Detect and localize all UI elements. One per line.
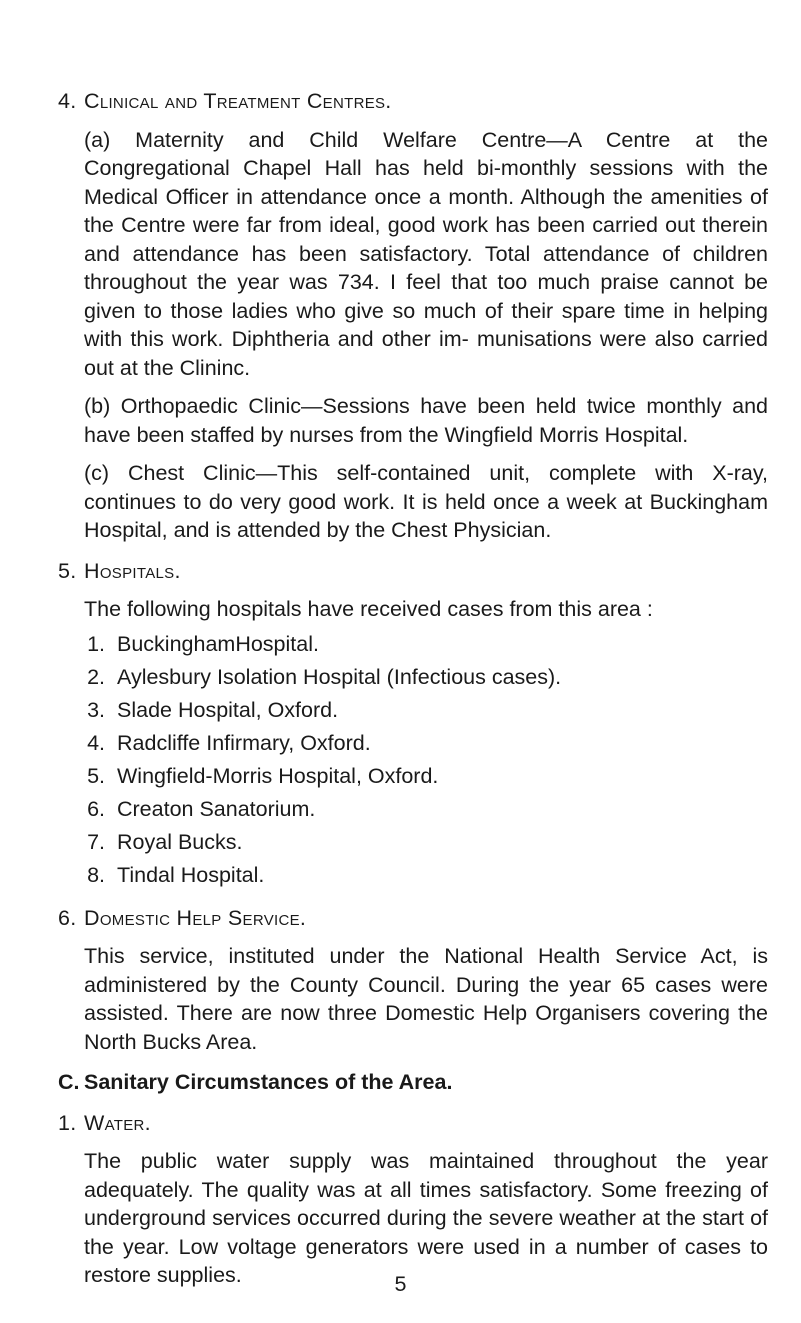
list-item bbox=[58, 793, 768, 826]
document-page bbox=[58, 87, 768, 1290]
list-item-number: 8. bbox=[87, 862, 105, 887]
list-item-text: Tindal Hospital. bbox=[117, 862, 265, 887]
section-6-title: Domestic Help Service. bbox=[84, 905, 307, 930]
list-item-text: Wingfield-Morris Hospital, Oxford. bbox=[117, 763, 439, 788]
section-4b-paragraph: (b) Orthopaedic Clinic—Sessions have been held twice monthly and have been staffed by nurses from the Wingfield Morris Hospital. bbox=[84, 394, 768, 447]
section-4c-paragraph: (c) Chest Clinic—This self-contained unit, complete with X-ray, continues to do very good work. It is held once a week at Buckingham Hospital, and is attended by the Chest Physician. bbox=[84, 461, 768, 542]
list-item-number: 1. bbox=[87, 631, 105, 656]
section-c-heading bbox=[58, 1068, 768, 1097]
list-item-text: Creaton Sanatorium. bbox=[117, 796, 316, 821]
section-5-number: 5. bbox=[58, 558, 77, 583]
section-5-intro: The following hospitals have received cases from this area : bbox=[84, 597, 653, 621]
section-4-title: Clinical and Treatment Centres. bbox=[84, 89, 392, 113]
list-item bbox=[58, 661, 768, 694]
list-item bbox=[58, 628, 768, 661]
list-item bbox=[58, 694, 768, 727]
list-item bbox=[58, 760, 768, 793]
list-item-text: Radcliffe Infirmary, Oxford. bbox=[117, 730, 371, 755]
section-6-heading bbox=[58, 904, 768, 933]
section-5-title: Hospitals. bbox=[84, 558, 181, 583]
list-item-number: 2. bbox=[87, 664, 105, 689]
list-item-number: 4. bbox=[87, 730, 105, 755]
list-item-text: Royal Bucks. bbox=[117, 829, 243, 854]
section-5-heading bbox=[58, 557, 768, 586]
list-item-text: Aylesbury Isolation Hospital (Infectious cases). bbox=[117, 664, 562, 689]
list-item-number: 3. bbox=[87, 697, 105, 722]
list-item-text: Slade Hospital, Oxford. bbox=[117, 697, 339, 722]
water-number: 1. bbox=[58, 1110, 77, 1135]
water-paragraph: The public water supply was maintained throughout the year adequately. The quality was at all times satisfactory. Some freezing of underground services occurred during the severe weather at the start of the year. Low voltage generators were used in a number of cases to restore supplies. bbox=[84, 1149, 768, 1287]
page-number: 5 bbox=[394, 1272, 407, 1296]
section-c-title: Sanitary Circumstances of the Area. bbox=[84, 1070, 453, 1094]
list-item-text: BuckinghamHospital. bbox=[117, 631, 319, 656]
section-6-number: 6. bbox=[58, 905, 77, 930]
list-item-number: 5. bbox=[87, 763, 105, 788]
hospital-list bbox=[58, 628, 768, 892]
section-c-number: C. bbox=[58, 1070, 80, 1094]
section-4-number: 4. bbox=[58, 89, 77, 113]
section-4a-paragraph: (a) Maternity and Child Welfare Centre—A Centre at the Congregational Chapel Hall has held bi-monthly sessions with the Medical Officer in attendance once a month. Although the amenities of the Centre were far from ideal, good work has been carried out therein and attendance has been satisfactory. Total attendance of children throughout the year was 734. I feel that too much praise cannot be given to those ladies who give so much of their spare time in helping with this work. Diphtheria and other im- munisations were also carried out at the Clininc. bbox=[84, 127, 768, 380]
water-heading bbox=[58, 1109, 768, 1138]
water-title: Water. bbox=[84, 1110, 151, 1135]
list-item bbox=[58, 826, 768, 859]
list-item-number: 6. bbox=[87, 796, 105, 821]
list-item bbox=[58, 859, 768, 892]
section-4-heading bbox=[58, 87, 768, 116]
list-item-number: 7. bbox=[87, 829, 105, 854]
list-item bbox=[58, 727, 768, 760]
section-6-paragraph: This service, instituted under the National Health Service Act, is administered by the County Council. During the year 65 cases were assisted. There are now three Domestic Help Organisers covering the North Bucks Area. bbox=[84, 944, 768, 1054]
